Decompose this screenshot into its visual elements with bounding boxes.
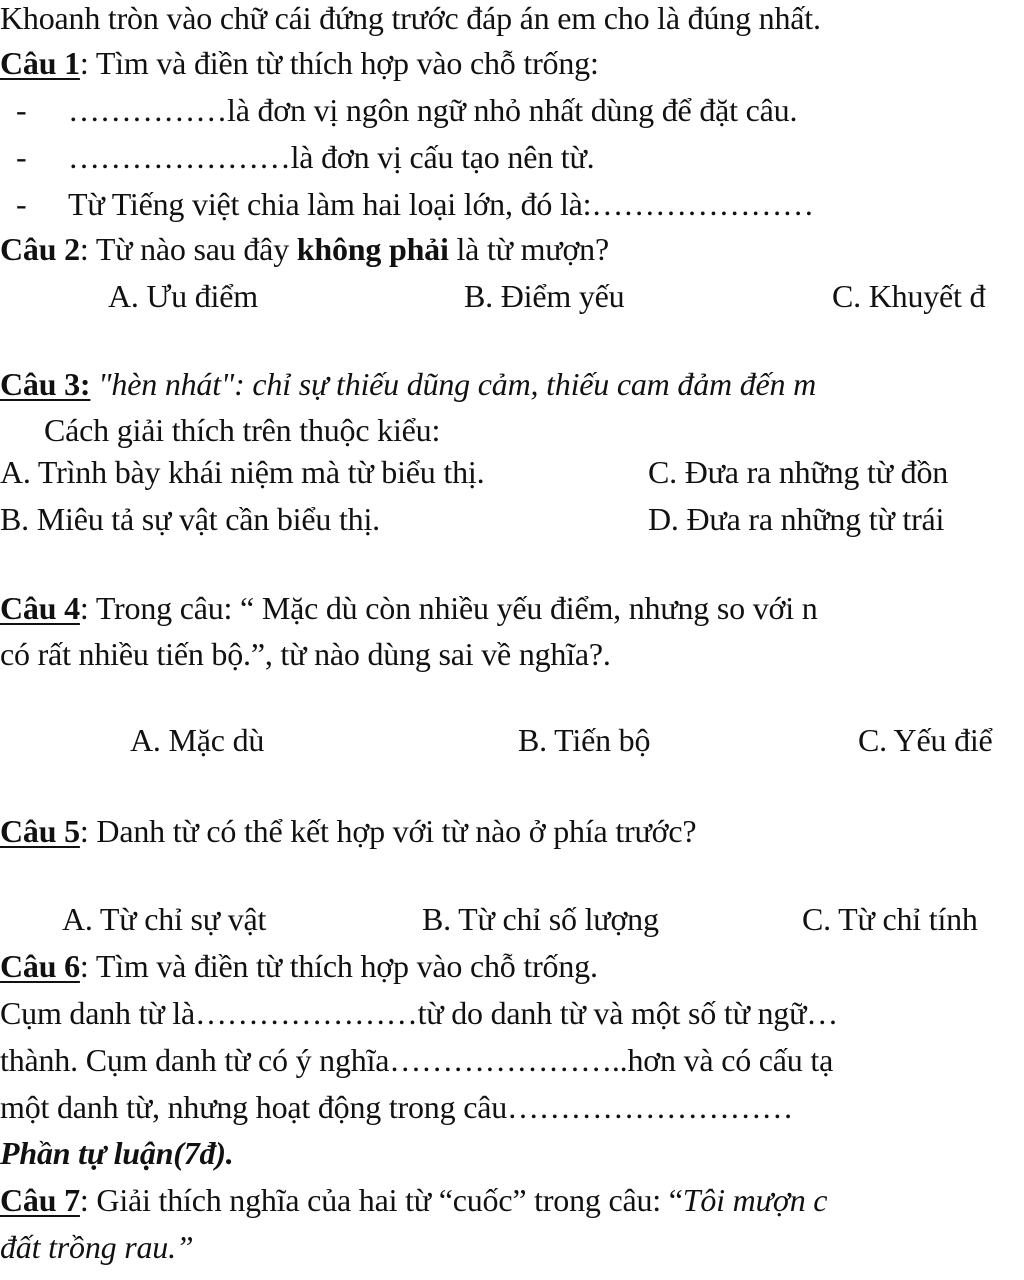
bullet-dash: - (16, 92, 27, 128)
question-4-option-b: B. Tiến bộ (518, 722, 651, 758)
question-2-option-c: C. Khuyết đ (832, 278, 986, 314)
question-1-item-3 (16, 184, 814, 224)
question-3-quote: "hèn nhát": chỉ sự thiếu dũng cảm, thiếu cam đảm đến m (90, 366, 817, 402)
item-text: …………………là đơn vị cấu tạo nên từ. (68, 139, 595, 175)
question-5-option-b: B. Từ chỉ số lượng (422, 901, 659, 937)
question-1 (0, 43, 599, 83)
question-2 (0, 229, 609, 269)
question-2-bold: không phải (296, 231, 449, 267)
item-text: Từ Tiếng việt chia làm hai loại lớn, đó là:………………… (68, 186, 814, 222)
question-1-item-2 (16, 137, 594, 177)
item-text: ……………là đơn vị ngôn ngữ nhỏ nhất dùng để đặt câu. (68, 92, 798, 128)
question-7-quote: Tôi mượn c (682, 1182, 828, 1218)
question-6-text: : Tìm và điền từ thích hợp vào chỗ trống. (79, 948, 598, 984)
question-5-option-c: C. Từ chỉ tính (802, 901, 978, 937)
question-1-label: Câu 1 (0, 45, 80, 81)
question-2-text-end: là từ mượn? (448, 231, 609, 267)
question-6-label: Câu 6 (0, 948, 80, 984)
question-7-label: Câu 7 (0, 1182, 80, 1218)
question-5-label: Câu 5 (0, 813, 80, 849)
bullet-dash: - (16, 186, 27, 222)
question-3-option-c: C. Đưa ra những từ đồn (648, 454, 949, 490)
bullet-dash: - (16, 139, 27, 175)
question-6-line-3: một danh từ, nhưng hoạt động trong câu……………………… (0, 1089, 794, 1125)
question-3-label: Câu 3: (0, 366, 91, 402)
question-7 (0, 1180, 827, 1220)
question-4-text: : Trong câu: “ Mặc dù còn nhiều yếu điểm, nhưng so với n (79, 590, 818, 626)
question-1-text: : Tìm và điền từ thích hợp vào chỗ trống: (79, 45, 599, 81)
question-2-text: : Từ nào sau đây (79, 231, 297, 267)
question-4-text-cont: có rất nhiều tiến bộ.”, từ nào dùng sai về nghĩa?. (0, 636, 611, 672)
question-4-option-a: A. Mặc dù (130, 722, 265, 758)
question-5-text: : Danh từ có thể kết hợp với từ nào ở phía trước? (79, 813, 697, 849)
question-4-label: Câu 4 (0, 590, 80, 626)
question-6-line-1: Cụm danh từ là…………………từ do danh từ và một số từ ngữ… (0, 995, 839, 1031)
question-3 (0, 364, 816, 404)
instruction: Khoanh tròn vào chữ cái đứng trước đáp án em cho là đúng nhất. (0, 0, 821, 36)
question-2-option-a: A. Ưu điểm (108, 278, 258, 314)
question-3-option-d: D. Đưa ra những từ trái (648, 501, 945, 537)
question-6 (0, 946, 598, 986)
section-heading: Phần tự luận(7đ). (0, 1135, 234, 1171)
question-3-option-b: B. Miêu tả sự vật cần biểu thị. (0, 501, 380, 537)
question-2-label: Câu 2 (0, 231, 80, 267)
question-3-prompt: Cách giải thích trên thuộc kiểu: (44, 412, 441, 448)
question-6-line-2: thành. Cụm danh từ có ý nghĩa…………………..hơn và có cấu tạ (0, 1042, 834, 1078)
question-5-option-a: A. Từ chỉ sự vật (62, 901, 267, 937)
question-5 (0, 811, 696, 851)
question-1-item-1 (16, 90, 797, 130)
question-7-text-cont: đất trồng rau.” (0, 1229, 194, 1265)
question-4 (0, 588, 818, 628)
question-3-option-a: A. Trình bày khái niệm mà từ biểu thị. (0, 454, 485, 490)
question-4-option-c: C. Yếu điể (858, 722, 993, 758)
question-7-text: : Giải thích nghĩa của hai từ “cuốc” trong câu: “ (79, 1182, 683, 1218)
question-2-option-b: B. Điểm yếu (464, 278, 625, 314)
